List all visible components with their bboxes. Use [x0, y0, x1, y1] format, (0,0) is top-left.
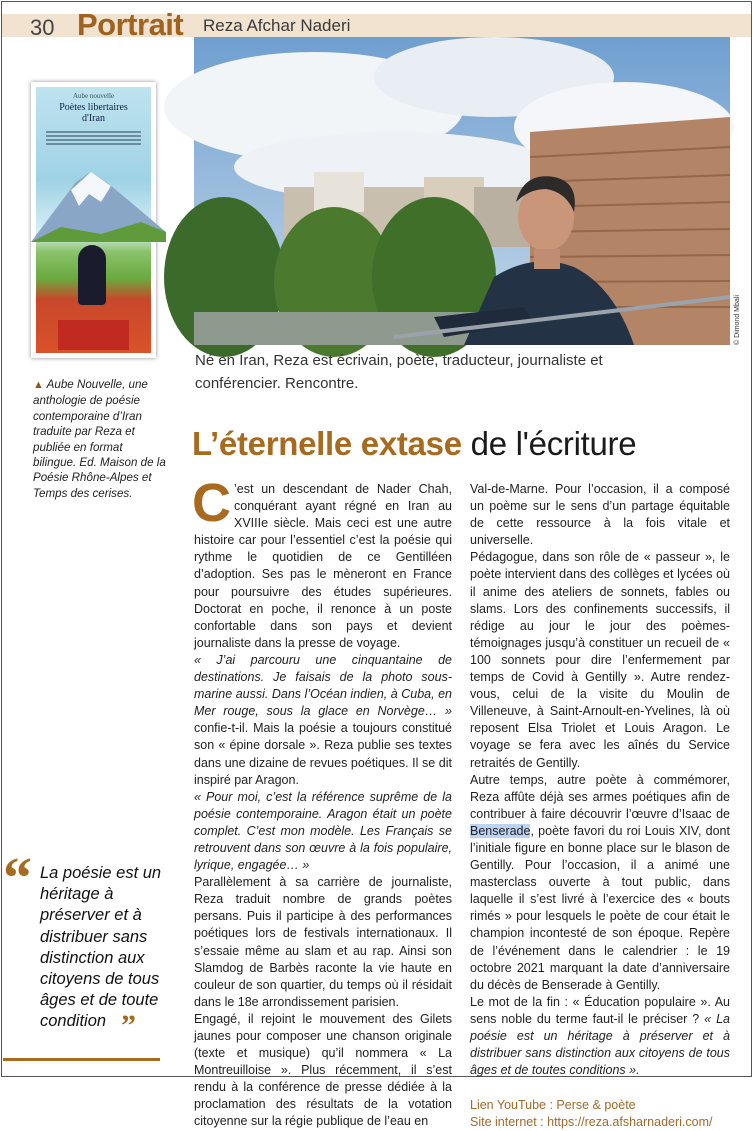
paragraph: Parallèlement à sa carrière de journaliste, Reza traduit nombre de grands poètes persans. Puis il participe à des performances poétiques lors de festivals internationaux. Il s’essaie même au slam et au rap. Ainsi son Slamdog de Barbès raconte la vie haute en couleur de son quartier, du temps où il résidait dans le 18e arrondissement parisien.: [194, 875, 452, 1009]
paragraph: Pédagogue, dans son rôle de « passeur », le poète intervient dans des collèges et lycées où il anime des ateliers de sonnets, fables ou slams. Lors des confinements successifs, il rédige au jour le jour des poèmes-témoignages jusqu’à constituer un recueil de « 100 sonnets pour dire l’enfermement par temps de Covid à Gentilly ». Autre rendez-vous, celui de la visite du Moulin de Villeneuve, à Saint-Arnoult-en-Yvelines, là où reposent Elsa Triolet et Louis Aragon. Le voyage se fera avec les aînés du Service retraités de Gentilly.: [470, 550, 730, 770]
paragraph: « J’ai parcouru une cinquantaine de destinations. Je faisais de la photo sous-marine aussi. Dans l’Océan indien, à Cuba, en Mer rouge, sous la glace en Norvège… » confie-t-il. Mais la poésie a toujours constitué son « épine dorsale ». Reza publie ses textes dans une dizaine de revues poétiques. Il se dit inspiré par Aragon.: [194, 652, 452, 787]
photo-caption: Né en Iran, Reza est écrivain, poète, traducteur, journaliste et conférencier. Rencontre.: [195, 352, 603, 392]
book-cover: [31, 82, 156, 358]
quote-inline: « La poésie est un héritage à préserver et à distribuer sans distinction aux citoyens de tous âges et de toutes conditions ».: [470, 1011, 730, 1078]
section-title: Portrait: [77, 7, 184, 42]
open-quote-icon: “: [3, 845, 32, 910]
paragraph: Le mot de la fin : « Éducation populaire ». Au sens noble du terme faut-il le préciser ? « La poésie est un héritage à préserver et à distribuer sans distinction aux citoyens de tous âges et de toutes conditions ».: [470, 994, 730, 1078]
mountain-illustration: [31, 172, 166, 242]
book-author-lines: [42, 129, 145, 157]
book-cover-art: [36, 87, 151, 353]
portrait-photo: [194, 37, 730, 345]
pull-quote-rule: [3, 1058, 160, 1061]
paragraph: Autre temps, autre poète à commémorer, Reza affûte déjà ses armes poétiques afin de contribuer à faire découvrir l’œuvre d’Isaac de Benserade, poète favori du roi Louis XIV, dont l’initiale figure en bonne place sur le blason de Gentilly. Pour l’occasion, il a animé une masterclass ouverte à tout public, dans laquelle il s’est livré à l’exercice des « bouts rimés » pour lesquels le poète de cour était le champion incontesté de son époque. Repère de l’événement dans le calendrier : le 19 octobre 2021 marquant la date d’anniversaire du décès de Benserade à Gentilly.: [470, 772, 730, 992]
quote-inline: « J’ai parcouru une cinquantaine de destinations. Je faisais de la photo sous-marine aussi. Dans l’Océan indien, à Cuba, en Mer rouge, sous la glace en Norvège… »: [194, 652, 452, 719]
youtube-link[interactable]: Lien YouTube : Perse & poète: [470, 1098, 636, 1113]
drop-cap: C: [192, 473, 231, 533]
paragraph: C ’est un descendant de Nader Chah, conquérant ayant régné en Iran au XVIIIe siècle. Mais ceci est une autre histoire car pour l’essentiel c’est la poésie qui rythme le quotidien de ce Gentilléen d’adoption. Ses pas le mèneront en France pour poursuivre des études supérieures. Doctorat en poche, il renonce à un poste confortable dans son pays et devient journaliste dans la presse de voyage.: [192, 473, 452, 650]
links-block: [470, 1097, 730, 1131]
highlighted-word: Benserade: [470, 823, 531, 838]
book-publisher-text: Aube nouvelle: [72, 92, 114, 100]
photo-credit: © Dimond Mbali: [734, 295, 741, 345]
book-title: Poètes libertaires d'Iran: [59, 102, 128, 124]
cover-red-band: [58, 320, 129, 350]
photo-illustration: [194, 37, 730, 345]
subject-name: Reza Afchar Naderi: [203, 16, 351, 35]
article-column-2: [470, 481, 730, 1131]
quote-paragraph: « Pour moi, c’est la référence suprême de la poésie contemporaine. Aragon était un poète complet. C’est mon modèle. Les Français se retrouvent dans son œuvre à la fois populaire, lyrique, engagée… »: [194, 789, 452, 873]
article-headline: [192, 423, 636, 465]
page-number: 30: [30, 15, 55, 40]
pull-quote: La poésie est un héritage à préserver et à distribuer sans distinction aux citoyens de tous âges et de toute condition: [40, 864, 162, 1031]
close-quote-icon: ”: [121, 1009, 136, 1042]
triangle-icon: ▲: [33, 379, 44, 391]
website-link[interactable]: Site internet : https://reza.afsharnaderi.com/: [470, 1115, 713, 1130]
paragraph: Engagé, il rejoint le mouvement des Gilets jaunes pour composer une chanson originale (texte et musique) qu’il nommera « La Montreuilloise ». Plus récemment, il s’est rendu à la conférence de presse dédiée à la proclamation des résultats de la votation citoyenne sur la régie publique de l’eau en: [194, 1011, 452, 1129]
paragraph: Val-de-Marne. Pour l’occasion, il a composé un poème sur le sens d’un partage équitable de cette ressource à la fois vitale et universelle.: [470, 482, 730, 548]
cover-figure-silhouette: [78, 245, 106, 305]
book-caption: ▲ Aube Nouvelle, une anthologie de poésie contemporaine d’Iran traduite par Reza et publiée en format bilingue. Ed. Maison de la Poésie Rhône-Alpes et Temps des cerises.: [33, 378, 166, 500]
article-column-1: [192, 473, 452, 1131]
headline-rest: de l'écriture: [461, 425, 637, 462]
headline-accent: L’éternelle extase: [192, 425, 462, 462]
